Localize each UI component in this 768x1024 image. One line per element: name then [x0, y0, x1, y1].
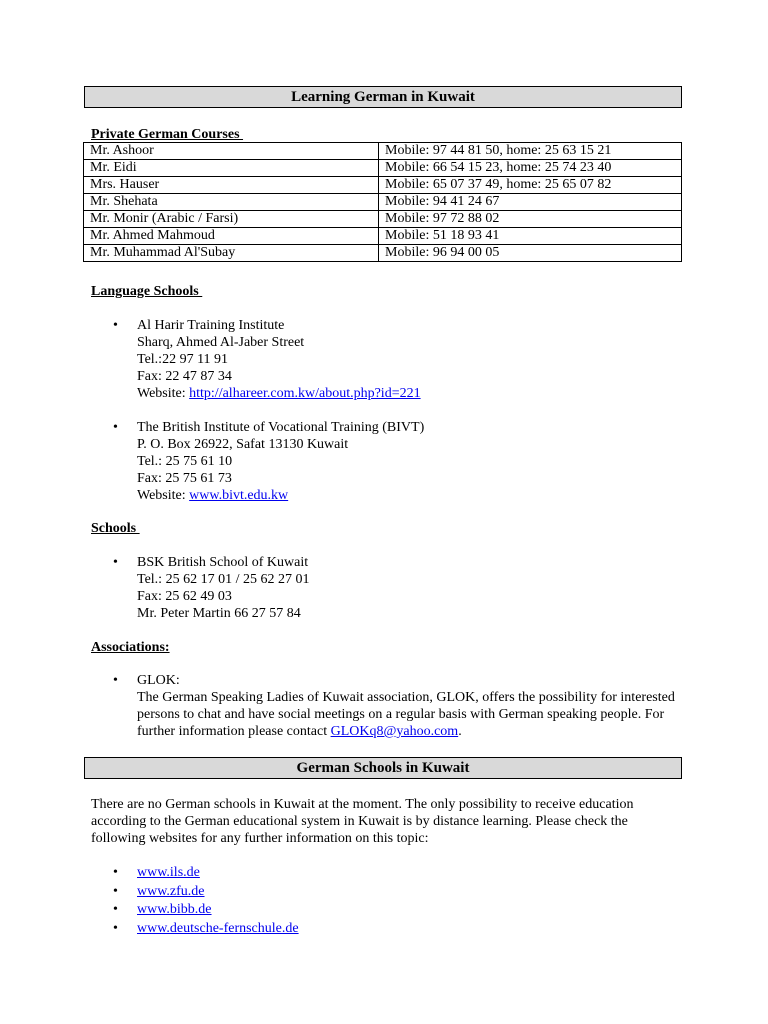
glok-email-link[interactable]: GLOKq8@yahoo.com: [330, 724, 459, 739]
language-schools-heading: Language Schools: [91, 284, 203, 299]
tutor-name: Mr. Shehata: [84, 194, 379, 211]
school-address: Sharq, Ahmed Al-Jaber Street: [137, 335, 305, 350]
school-name: • Al Harir Training Institute: [137, 318, 285, 333]
school-fax: Fax: 22 47 87 34: [137, 369, 232, 384]
associations-heading: Associations:: [91, 640, 170, 655]
tutor-name: Mr. Ashoor: [84, 143, 379, 160]
school-fax: Fax: 25 75 61 73: [137, 471, 232, 486]
list-item: [91, 883, 681, 902]
link-deutsche-fernschule[interactable]: www.deutsche-fernschule.de: [137, 920, 299, 936]
tutor-contact: Mobile: 96 94 00 05: [379, 245, 682, 262]
tutor-name: Mr. Eidi: [84, 160, 379, 177]
table-row: [84, 245, 682, 262]
list-item: [91, 901, 681, 920]
school-tel: Tel.: 25 75 61 10: [137, 454, 233, 469]
school-name: • BSK British School of Kuwait: [137, 555, 309, 570]
association-description: [137, 689, 675, 740]
tutor-name: Mr. Muhammad Al'Subay: [84, 245, 379, 262]
german-schools-intro: There are no German schools in Kuwait at the moment. The only possibility to receive education according to the German educational system in Kuwait is by distance learning. Please check the following websites for any further information on this topic:: [91, 797, 634, 846]
list-item: [91, 864, 681, 883]
private-courses-table: [83, 142, 682, 262]
schools-list: [91, 554, 681, 622]
tutor-contact: Mobile: 97 72 88 02: [379, 211, 682, 228]
list-item: [91, 920, 681, 939]
list-item-bsk: [91, 554, 681, 622]
school-contact: Mr. Peter Martin 66 27 57 84: [137, 606, 301, 621]
table-row: [84, 194, 682, 211]
tutor-contact: Mobile: 66 54 15 23, home: 25 74 23 40: [379, 160, 682, 177]
table-row: [84, 160, 682, 177]
tutor-contact: Mobile: 51 18 93 41: [379, 228, 682, 245]
table-row: [84, 228, 682, 245]
list-item-glok: [91, 672, 681, 740]
section-banner-german-schools: German Schools in Kuwait: [84, 757, 682, 779]
schools-heading: Schools: [91, 521, 140, 536]
link-ils[interactable]: www.ils.de: [137, 865, 200, 880]
tutor-name: Mr. Ahmed Mahmoud: [84, 228, 379, 245]
tutor-contact: Mobile: 97 44 81 50, home: 25 63 15 21: [379, 143, 682, 160]
school-name: • The British Institute of Vocational Training (BIVT): [137, 420, 425, 435]
tutor-name: Mrs. Hauser: [84, 177, 379, 194]
link-zfu[interactable]: www.zfu.de: [137, 883, 205, 899]
school-address: P. O. Box 26922, Safat 13130 Kuwait: [137, 437, 349, 452]
german-schools-links: [91, 864, 681, 938]
table-row: [84, 177, 682, 194]
bivt-website-link[interactable]: www.bivt.edu.kw: [189, 488, 289, 503]
list-item-alharir: [91, 317, 681, 402]
table-row: [84, 143, 682, 160]
tutor-contact: Mobile: 65 07 37 49, home: 25 65 07 82: [379, 177, 682, 194]
list-item-bivt: [91, 419, 681, 504]
tutor-name: Mr. Monir (Arabic / Farsi): [84, 211, 379, 228]
school-website-line: [137, 385, 681, 402]
website-label: Website:: [137, 488, 190, 503]
school-website-line: [137, 487, 681, 504]
school-fax: Fax: 25 62 49 03: [137, 589, 232, 604]
website-label: Website:: [137, 386, 190, 401]
association-name: • GLOK:: [137, 673, 180, 688]
private-courses-heading: Private German Courses: [91, 127, 244, 142]
alharir-website-link[interactable]: http://alhareer.com.kw/about.php?id=221: [189, 386, 421, 401]
tutor-contact: Mobile: 94 41 24 67: [379, 194, 682, 211]
link-bibb[interactable]: www.bibb.de: [137, 902, 212, 917]
school-tel: Tel.:22 97 11 91: [137, 352, 229, 367]
table-row: [84, 211, 682, 228]
association-description-text: The German Speaking Ladies of Kuwait association, GLOK, offers the possibility for interested persons to chat and have social meetings on a regular basis with German speaking people. For further information please contact: [137, 690, 675, 739]
description-end: .: [458, 724, 462, 739]
section-banner-learning-german: Learning German in Kuwait: [84, 86, 682, 108]
associations-list: [91, 672, 681, 740]
school-tel: Tel.: 25 62 17 01 / 25 62 27 01: [137, 572, 310, 587]
language-schools-list: [91, 317, 681, 521]
